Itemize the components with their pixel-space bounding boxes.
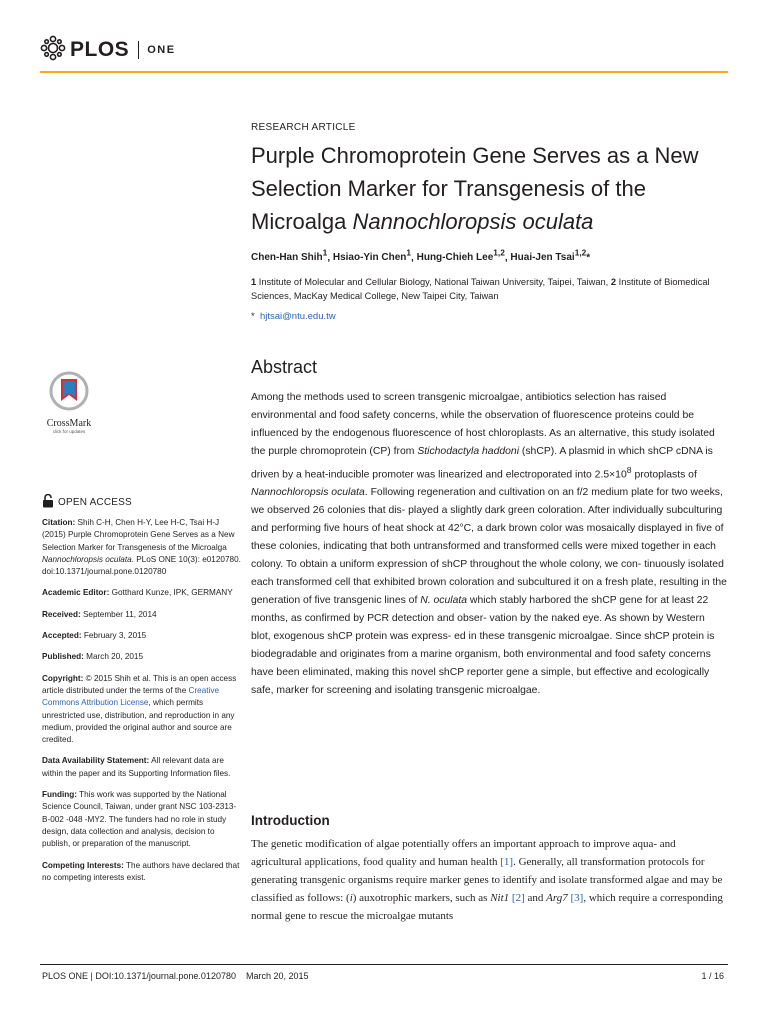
introduction-body: The genetic modification of algae potentially offers an important approach to improve aqua- and agricultural applications, food quality and human health [1]. Generally, all transformation protocols for generating transgenic organisms require marker genes to identify and isolate transformed algae and may be classified as follows: (i) auxotrophic markers, such as Nit1 [2] and Arg7 [3], which require a corresponding normal gene to rescue the microalgae mutants — [251, 838, 723, 922]
logo-subtitle: ONE — [147, 44, 176, 56]
introduction-heading: Introduction — [251, 813, 330, 828]
corresponding-mark: * — [586, 252, 591, 264]
page-number: 1 / 16 — [701, 971, 724, 981]
academic-editor: Academic Editor: Gotthard Kunze, IPK, GERMANY — [42, 588, 233, 598]
reference-link[interactable]: [1] — [500, 856, 514, 868]
competing-interests: Competing Interests: The authors have declared that no competing interests exist. — [42, 860, 240, 882]
article-info — [42, 517, 242, 893]
open-access-label: OPEN ACCESS — [58, 497, 132, 508]
received-date: Received: September 11, 2014 — [42, 609, 157, 619]
author[interactable]: Hsiao-Yin Chen$^1$ — [332, 248, 412, 264]
plos-one-logo — [40, 36, 176, 64]
plos-flower-icon — [40, 35, 66, 66]
copyright: Copyright: © 2015 Shih et al. This is an open access article distributed under the terms of the Creative Commons Attribution License, which permits unrestricted use, distribution, and reproduction in any medium, provided the original author and source are credited. — [42, 673, 237, 745]
corresponding-email: * hjtsai@ntu.edu.tw — [251, 311, 336, 322]
license-link[interactable]: Creative Commons Attribution License — [42, 685, 220, 708]
affiliations: 1 Institute of Molecular and Cellular Biology, National Taiwan University, Taipei, Taiwan, 2 Institute of Biomedical Sciences, MacKay Medical College, New Taipei City, Taiwan — [251, 277, 710, 301]
open-lock-icon — [42, 494, 54, 511]
abstract-heading: Abstract — [251, 357, 318, 377]
author[interactable]: Hung-Chieh Lee$^{1,2}$ — [416, 248, 505, 264]
article-type: RESEARCH ARTICLE — [251, 122, 356, 133]
article-title — [251, 139, 731, 238]
logo-text: PLOS — [70, 38, 130, 61]
author[interactable]: Chen-Han Shih$^1$ — [251, 248, 328, 264]
published-date: Published: March 20, 2015 — [42, 652, 144, 662]
title-species: Nannochloropsis oculata — [352, 209, 594, 234]
footer-citation: PLOS ONE | DOI:10.1371/journal.pone.0120780 March 20, 2015 — [42, 971, 309, 981]
reference-link[interactable]: [2] — [511, 892, 525, 904]
author-list: Chen-Han Shih$^1$, Hsiao-Yin Chen$^1$, Hung-Chieh Lee$^{1,2}$, Huai-Jen Tsai$^{1,2}$* — [251, 248, 591, 264]
crossmark-badge[interactable] — [42, 371, 96, 434]
email-link[interactable]: hjtsai@ntu.edu.tw — [259, 311, 336, 322]
logo-divider — [138, 41, 139, 59]
crossmark-icon — [49, 398, 89, 415]
reference-link[interactable]: [3] — [570, 892, 584, 904]
data-availability: Data Availability Statement: All relevant data are within the paper and its Supporting Information files. — [42, 756, 231, 778]
citation: Citation: Shih C-H, Chen H-Y, Lee H-C, Tsai H-J (2015) Purple Chromoprotein Gene Serves as a New Selection Marker for Transgenesis of the Microalga Nannochloropsis oculata. PLoS ONE 10(3): e0120780. doi:10.1371/journal.pone.0120780 — [42, 518, 241, 577]
funding: Funding: This work was supported by the National Science Council, Taiwan, under grant NSC 103-2313-B-002 -048 -MY2. The funders had no role in study design, data collection and analysis, decision to publish, or preparation of the manuscript. — [42, 790, 237, 849]
open-access-badge — [42, 494, 132, 511]
footer-rule — [40, 964, 728, 965]
header-rule — [40, 71, 728, 73]
crossmark-sub: click for updates — [52, 429, 86, 434]
title-text: Purple Chromoprotein Gene Serves as a New Selection Marker for Transgenesis of the Microalga — [251, 143, 699, 234]
abstract-body: Among the methods used to screen transgenic microalgae, antibiotics selection has raised environmental and food safety concerns, while the observation of fluorescence proteins could be influenced by the endogenous fluorescence of host chloroplasts. As an alternative, this study isolated the purple chromoprotein (CP) from Stichodactyla haddoni (shCP). A plasmid in which shCP cDNA is driven by a heat-inducible promoter was linearized and electroporated into $2.5\times 10^8$ protoplasts of Nannochloropsis oculata. Following regeneration and cultivation on an f/2 medium plate for two weeks, we observed 26 colonies that dis- played a slightly dark green coloration. After individually subculturing and performing five hours of heat shock at 42°C, a dark brown color was mosaically displayed in five of these colonies, indicating that both untransformed and transformed cells were mixed together in each colony. To obtain a uniform expression of shCP throughout the whole colony, we con- tinuously isolated each transformed cell that exhibited brown coloration and subcultured it on a fresh plate, resulting in the generation of five transgenic lines of N. oculata which stably harbored the shCP gene for at least 22 months, as confirmed by PCR detection and obser- vation by the naked eye. As shown by Western blot, exogenous shCP protein was express- ed in these transgenic microalgae. Since shCP protein is biodegradable and originates from a marine organism, both environmental and food safety concerns have been eliminated, making this novel shCP reporter gene a simple, but effective and ecologically safe, marker for screening and isolating transgenic microalgae. — [251, 392, 727, 697]
crossmark-label: CrossMark — [46, 418, 92, 429]
accepted-date: Accepted: February 3, 2015 — [42, 631, 147, 641]
author[interactable]: Huai-Jen Tsai$^{1,2}$ — [510, 248, 587, 264]
